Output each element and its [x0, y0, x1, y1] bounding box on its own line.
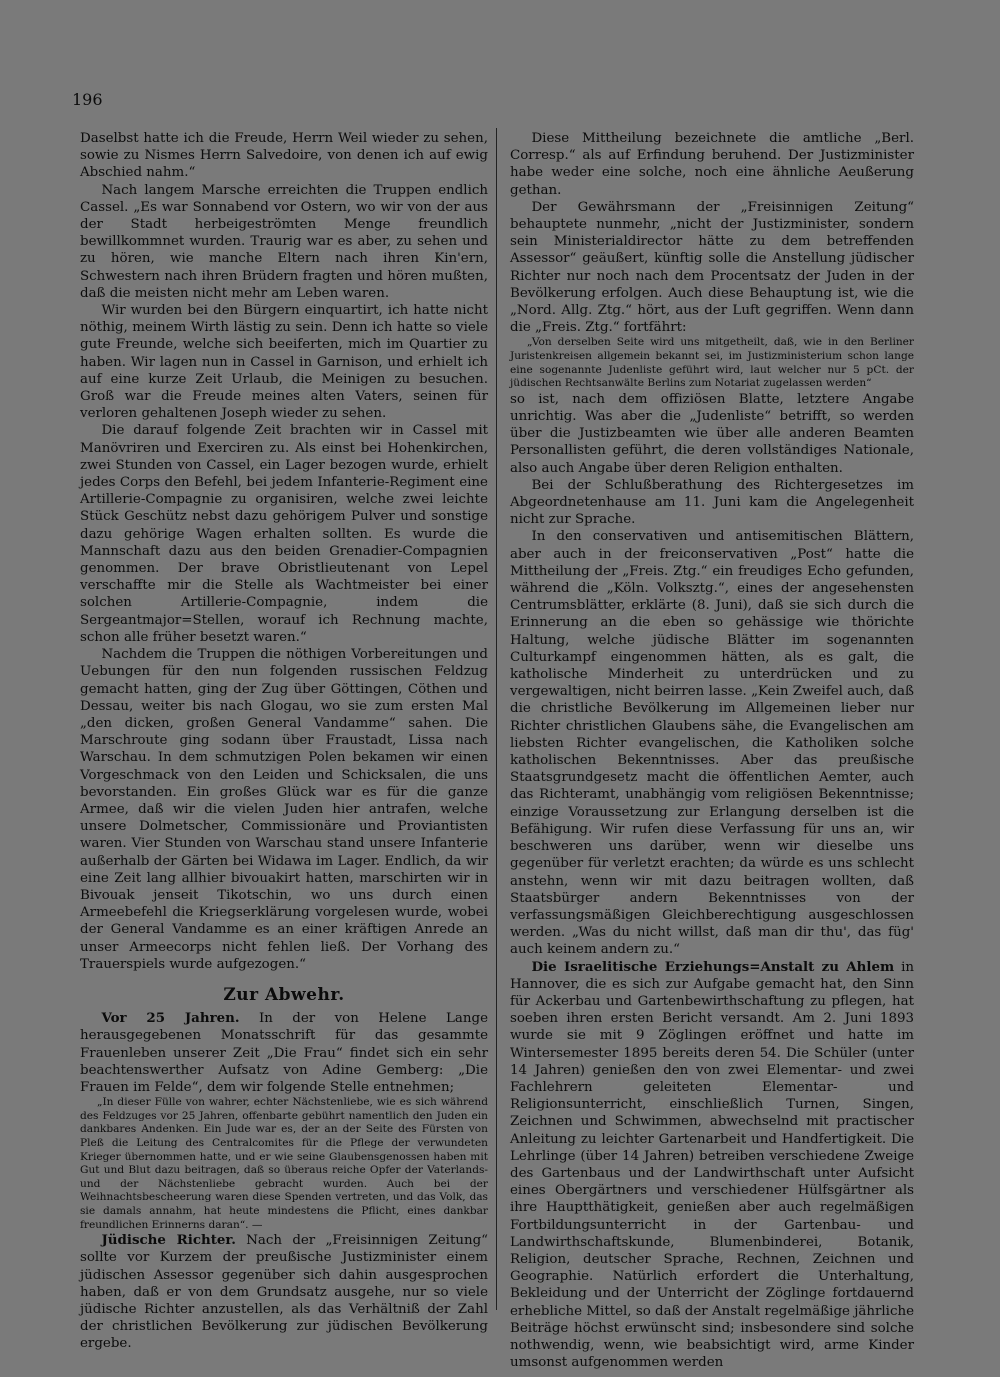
right-paragraph-2: Der Gewährsmann der „Freisinnigen Zeitung“ behauptete nunmehr, „nicht der Justizminister, sondern sein Ministerialdirector hätte zu dem betreffenden Assessor“ geäußert, künftig solle die Anstellung jüdischer Richter nur noch nach dem Procentsatz der Juden in der Bevölkerung erfolgen. Auch diese Behauptung ist, wie die „Nord. Allg. Ztg.“ hört, aus der Luft gegriffen. Wenn dann die „Freis. Ztg.“ fortfährt:: [510, 199, 914, 336]
article-title-juedische-richter: Jüdische Richter.: [101, 1232, 236, 1249]
right-paragraph-3: so ist, nach dem offiziösen Blatte, letztere Angabe unrichtig. Was aber die „Judenliste“ betrifft, so werden über die Justizbeamten wie über alle anderen Beamten Personallisten geführt, die deren vollständiges Nationale, also auch Angabe über deren Religion enthalten.: [510, 391, 914, 476]
article-vor-25-jahren: [80, 1010, 488, 1096]
right-paragraph-5: In den conservativen und antisemitischen Blättern, aber auch in der freiconservativen „Post“ hatte die Mittheilung der „Freis. Ztg.“ ein freudiges Echo gefunden, während die „Köln. Volksztg.“, eines der angesehensten Centrumsblätter, erklärte (8. Juni), daß sie sich durch die Erinnerung an die eben so gehässige wie thörichte Haltung, welche jüdische Blätter im sogenannten Culturkampf eingenommen hätten, als es galt, die katholische Minderheit zu unterdrücken und zu vergewaltigen, nicht beirren lasse. „Kein Zweifel auch, daß die christliche Bevölkerung im Allgemeinen lieber nur Richter christlichen Glaubens sähe, die Evangelischen am liebsten Richter evangelischen, die Katholiken solche katholischen Bekenntnisses. Aber das preußische Staatsgrundgesetz macht die öffentlichen Aemter, auch das Richteramt, unabhängig vom religiösen Bekenntnisse; einzige Voraussetzung zur Erlangung derselben ist die Befähigung. Wir rufen diese Verfassung für uns an, wir beschweren uns darüber, wenn wir dieselbe uns gegenüber für verletzt erachten; da würde es uns schlecht anstehn, wenn wir mit dazu beitragen wollten, daß Staatsbürger andern Bekenntnisses von der verfassungsmäßigen Gleichberechtigung ausgeschlossen werden. „Was du nicht willst, daß man dir thu', das füg' auch keinem andern zu.“: [510, 529, 914, 958]
article-body-erziehungs-anstalt: in Hannover, die es sich zur Aufgabe gemacht hat, den Sinn für Ackerbau und Gartenbewirthschaftung zu pflegen, hat soeben ihren ersten Bericht versandt. Am 2. Juni 1893 wurde sie mit 9 Zöglingen eröffnet und hatte im Wintersemester 1895 bereits deren 54. Die Schüler (unter 14 Jahren) genießen den von zwei Elementar- und zwei Fachlehrern geleiteten Elementar- und Religionsunterricht, einschließlich Turnen, Singen, Zeichnen und Schwimmen, abwechselnd mit practischer Anleitung zu leichter Gartenarbeit und Handfertigkeit. Die Lehrlinge (über 14 Jahren) betreiben verschiedene Zweige des Gartenbaus und der Landwirthschaft unter Aufsicht eines Obergärtners und verschiedener Hülfsgärtner als ihre Hauptthätigkeit, genießen aber auch regelmäßigen Fortbildungsunterricht in der Gartenbau- und Landwirthschaftskunde, Blumenbinderei, Botanik, Religion, deutscher Sprache, Rechnen, Zeichnen und Geographie. Natürlich erfordert die Unterhaltung, Bekleidung und der Unterricht der Zöglinge fortdauernd erhebliche Mittel, so daß der Anstalt regelmäßige jährliche Beiträge höchst erwünscht sind; insbesondere sind solche nothwendig, wenn, wie beabsichtigt wird, arme Kinder umsonst aufgenommen werden: [510, 959, 914, 1371]
article-body-vor-25-jahren: In der von Helene Lange herausgegebenen Monatsschrift für das gesammte Frauenleben unserer Zeit „Die Frau“ findet sich ein sehr beachtenswerther Aufsatz von Adine Gemberg: „Die Frauen im Felde“, dem wir folgende Stelle entnehmen;: [80, 1011, 488, 1095]
article-erziehungs-anstalt: [510, 959, 914, 1372]
article-juedische-richter: [80, 1232, 488, 1352]
quote-frauen-im-felde: „In dieser Fülle von wahrer, echter Nächstenliebe, wie es sich während des Feldzuges vor 25 Jahren, offenbarte gebührt namentlich den Juden ein dankbares Andenken. Ein Jude war es, der an der Seite des Fürsten von Pleß die Leitung des Centralcomites für die Pflege der verwundeten Krieger übernommen hatte, und er wie seine Glaubensgenossen haben mit Gut und Blut dazu beitragen, daß so überaus reiche Opfer der Vaterlands- und der Nächstenliebe gebracht wurden. Auch bei der Weihnachtsbescheerung waren diese Spenden vertreten, und das Volk, das sie damals annahm, hat heute mindestens die Pflicht, eines dankbar freundlichen Erinnerns daran“. —: [80, 1096, 488, 1231]
left-paragraph-1: Daselbst hatte ich die Freude, Herrn Weil wieder zu sehen, sowie zu Nismes Herrn Salvedoire, von denen ich auf ewig Abschied nahm.“: [80, 131, 488, 181]
right-paragraph-4: Bei der Schlußberathung des Richtergesetzes im Abgeordnetenhause am 11. Juni kam die Angelegenheit nicht zur Sprache.: [510, 477, 914, 528]
right-paragraph-1: Diese Mittheilung bezeichnete die amtliche „Berl. Corresp.“ als auf Erfindung beruhend. Der Justizminister habe weder eine solche, noch eine ähnliche Aeußerung gethan.: [510, 131, 914, 198]
page-number: 196: [72, 90, 103, 109]
left-paragraph-2: Nach langem Marsche erreichten die Truppen endlich Cassel. „Es war Sonnabend vor Ostern, wo wir von der aus der Stadt herbeigeströmten Menge freundlich bewillkommnet wurden. Traurig war es aber, zu sehen und zu hören, wie manche Eltern nach ihren Kin'ern, Schwestern nach ihren Brüdern fragten und hören mußten, daß die meisten nicht mehr am Leben waren.: [80, 182, 488, 301]
right-column: [510, 130, 914, 1371]
article-body-juedische-richter: Nach der „Freisinnigen Zeitung“ sollte vor Kurzem der preußische Justizminister einem jüdischen Assessor gegenüber sich dahin ausgesprochen haben, daß er von dem Grundsatz ausgehe, nur so viele jüdische Richter anzustellen, als das Verhältniß der Zahl der christlichen Bevölkerung zur jüdischen Bevölkerung ergebe.: [80, 1233, 488, 1352]
article-title-vor-25-jahren: Vor 25 Jahren.: [101, 1010, 240, 1027]
left-paragraph-3: Wir wurden bei den Bürgern einquartirt, ich hatte nicht nöthig, meinem Wirth lästig zu sein. Denn ich hatte so viele gute Freunde, welche sich beeiferten, mich im Quartier zu haben. Wir lagen nun in Cassel in Garnison, und erhielt ich auf eine kurze Zeit Urlaub, die Meinigen zu besuchen. Groß war die Freude meines alten Vaters, seinen für verloren gehaltenen Joseph wieder zu sehen.: [80, 303, 488, 422]
article-title-erziehungs-anstalt: Die Israelitische Erziehungs=Anstalt zu Ahlem: [531, 958, 895, 975]
left-column: [80, 130, 488, 1353]
left-paragraph-5: Nachdem die Truppen die nöthigen Vorbereitungen und Uebungen für den nun folgenden russischen Feldzug gemacht hatten, ging der Zug über Göttingen, Cöthen und Dessau, weiter bis nach Glogau, wo sie zum ersten Mal „den dicken, großen General Vandamme“ sahen. Die Marschroute ging sodann über Fraustadt, Lissa nach Warschau. In dem schmutzigen Polen bekamen wir einen Vorgeschmack von den Leiden und Schicksalen, die uns bevorstanden. Ein großes Glück war es für die ganze Armee, daß wir die vielen Juden hier antrafen, welche unsere Dolmetscher, Commissionäre und Proviantisten waren. Vier Stunden von Warschau stand unsere Infanterie außerhalb der Gärten bei Widawa im Lager. Endlich, da wir eine Zeit lang allhier bivouakirt hatten, marschirten wir in Bivouak jenseit Tikotschin, wo uns durch einen Armeebefehl die Kriegserklärung vorgelesen wurde, wobei der General Vandamme es an einer kräftigen Anrede an unser Armeecorps nicht fehlen ließ. Der Vorhang des Trauerspiels wurde aufgezogen.“: [80, 647, 488, 972]
column-divider: [496, 128, 497, 1310]
section-heading: Zur Abwehr.: [223, 984, 345, 1005]
left-paragraph-4: Die darauf folgende Zeit brachten wir in Cassel mit Manövriren und Exerciren zu. Als einst bei Hohenkirchen, zwei Stunden von Cassel, ein Lager bezogen wurde, erhielt jedes Corps den Befehl, bei jedem Infanterie-Regiment eine Artillerie-Compagnie zu organisiren, welche zwei leichte Stück Geschütz nebst dazu gehörigem Pulver und sonstige dazu gehörige Wagen erhalten sollten. Es wurde die Mannschaft dazu aus den beiden Grenadier-Compagnien genommen. Der brave Obristlieutenant von Lepel verschaffte mir die Stelle als Wachtmeister bei einer solchen Artillerie-Compagnie, indem die Sergeantmajor=Stellen, worauf ich Rechnung machte, schon alle früher besetzt waren.“: [80, 423, 488, 645]
quote-judenliste: „Von derselben Seite wird uns mitgetheilt, daß, wie in den Berliner Juristenkreisen allgemein bekannt sei, im Justizministerium schon lange eine sogenannte Judenliste geführt wird, laut welcher nur 5 pCt. der jüdischen Rechtsanwälte Berlins zum Notariat zugelassen werden“: [510, 336, 914, 390]
